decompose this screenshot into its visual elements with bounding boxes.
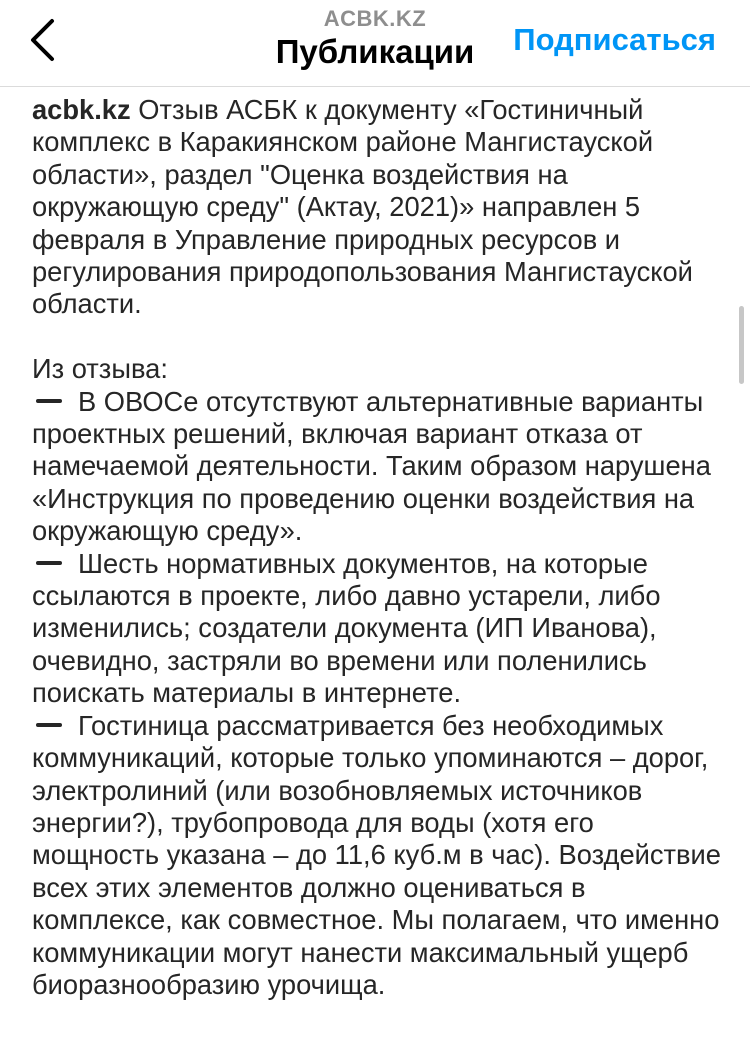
account-name: ACBK.KZ bbox=[323, 6, 427, 31]
follow-button[interactable]: Подписаться bbox=[513, 22, 716, 57]
back-button[interactable] bbox=[22, 14, 62, 66]
review-point bbox=[32, 386, 722, 548]
page-title: Публикации bbox=[275, 33, 475, 70]
caption-spacer bbox=[32, 321, 722, 353]
review-point bbox=[32, 548, 722, 710]
dash-bullet-icon bbox=[36, 723, 62, 727]
scrollbar[interactable] bbox=[739, 306, 744, 384]
top-nav-bar bbox=[0, 0, 750, 87]
review-point-text: В ОВОСе отсутствуют альтернативные варианты проектных решений, включая вариант отказа от намечаемой деятельности. Таким образом нарушена «Инструкция по проведению оценки воздействия на окружающую среду». bbox=[32, 385, 719, 547]
caption-intro-text: Отзыв АСБК к документу «Гостиничный комплекс в Каракиянском районе Мангистауской области», раздел "Оценка воздействия на окружающую среду" (Актау, 2021)» направлен 5 февраля в Управление природных ресурсов и регулирования природопользования Мангистауской области. bbox=[32, 94, 701, 320]
review-point bbox=[32, 709, 729, 1002]
review-point-text: Гостиница рассматривается без необходимых коммуникаций, которые только упоминаются – дорог, электролиний (или возобновляемых источников энергии?), трубопровода для воды (хотя его мощность указана – до 11,6 куб.м в час). Воздействие всех этих элементов должно оцениваться в комплексе, как совместное. Мы полагаем, что именно коммуникации могут нанести максимальный ущерб биоразнообразию урочища. bbox=[32, 709, 729, 1000]
dash-bullet-icon bbox=[36, 399, 62, 403]
review-point-text: Шесть нормативных документов, на которые ссылаются в проекте, либо давно устарели, либо изменились; создатели документа (ИП Иванова), очевидно, застряли во времени или поленились поискать материалы в интернете. bbox=[32, 547, 669, 709]
author-username[interactable]: acbk.kz bbox=[32, 94, 131, 125]
caption-intro bbox=[32, 94, 722, 321]
post-caption bbox=[32, 94, 729, 1001]
chevron-left-icon bbox=[27, 18, 57, 62]
review-heading: Из отзыва: bbox=[32, 353, 168, 385]
dash-bullet-icon bbox=[36, 561, 62, 565]
